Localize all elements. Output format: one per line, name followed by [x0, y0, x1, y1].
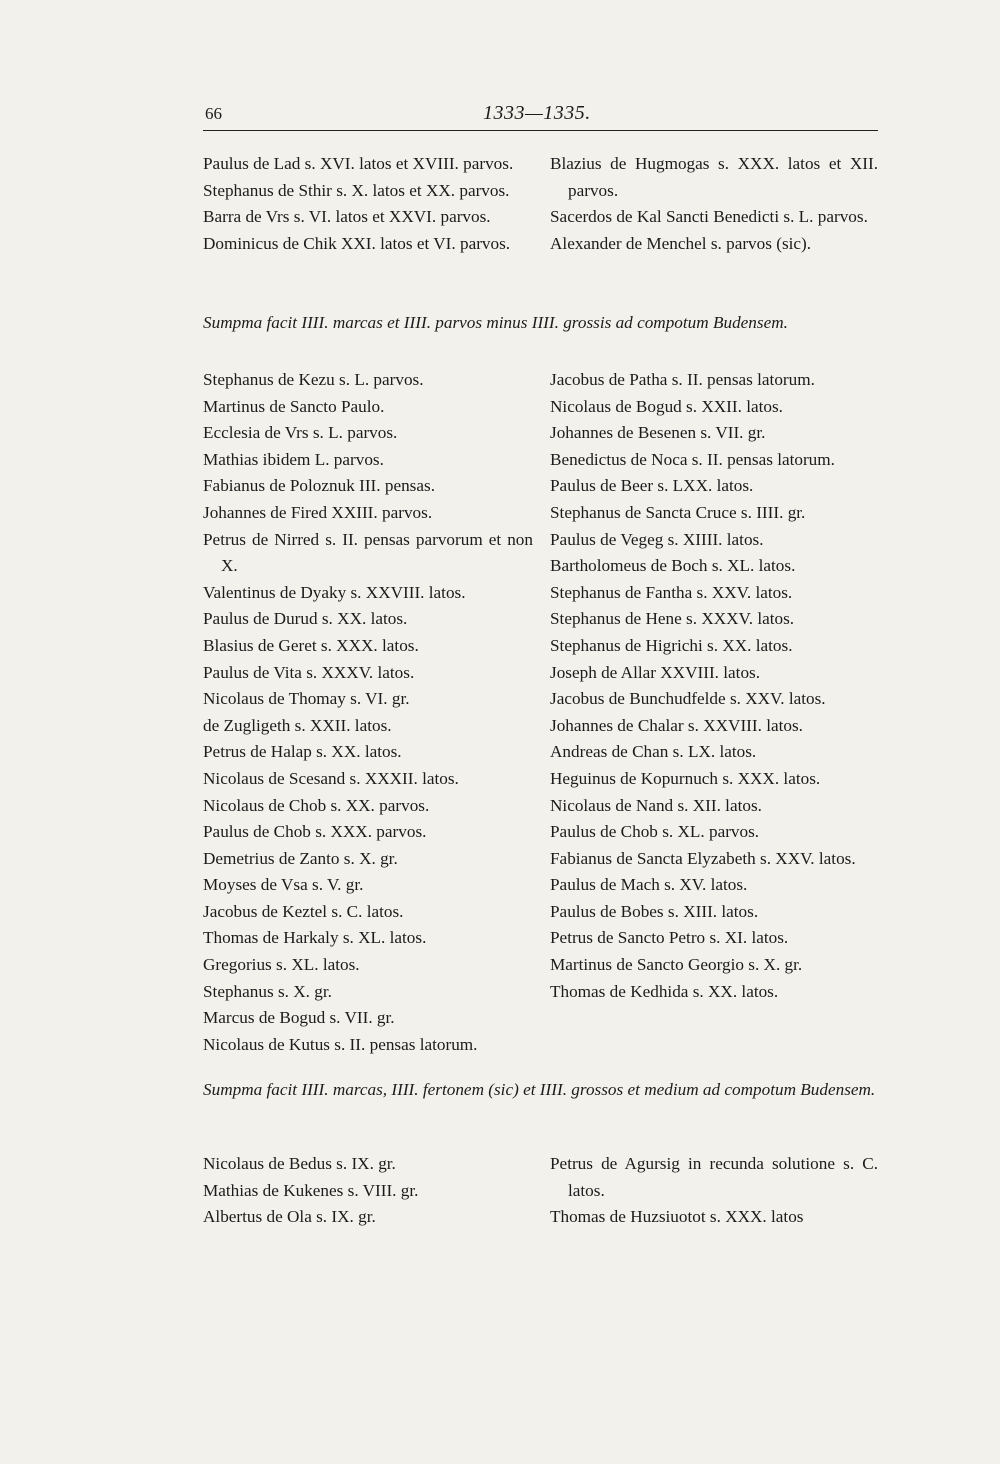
- list-item: Jacobus de Bunchudfelde s. XXV. latos.: [550, 689, 826, 709]
- list-item: Fabianus de Poloznuk III. pensas.: [203, 476, 435, 496]
- page-number: 66: [205, 104, 222, 123]
- list-item: Fabianus de Sancta Elyzabeth s. XXV. latos.: [550, 848, 856, 868]
- list-item: Petrus de Nirred s. II. pensas parvorum et non X.: [203, 529, 533, 576]
- list-item: Paulus de Lad s. XVI. latos et XVIII. parvos.: [203, 154, 514, 173]
- list-item: Paulus de Beer s. LXX. latos.: [550, 476, 754, 496]
- list-item: Stephanus de Sthir s. X. latos et XX. parvos.: [203, 180, 510, 200]
- list-item: Paulus de Vita s. XXXV. latos.: [203, 662, 415, 682]
- list-item: Valentinus de Dyaky s. XXVIII. latos.: [203, 582, 466, 602]
- list-item: Moyses de Vsa s. V. gr.: [203, 875, 364, 895]
- list-item: Heguinus de Kopurnuch s. XXX. latos.: [550, 768, 821, 788]
- list-item: Paulus de Chob s. XXX. parvos.: [203, 822, 427, 842]
- list-item: Johannes de Besenen s. VII. gr.: [550, 423, 766, 443]
- left-column: [203, 151, 533, 257]
- list-item: Nicolaus de Bedus s. IX. gr.: [203, 1154, 396, 1173]
- list-item: Mathias de Kukenes s. VIII. gr.: [203, 1180, 419, 1200]
- list-item: Dominicus de Chik XXI. latos et VI. parvos.: [203, 233, 511, 253]
- list-item: Paulus de Mach s. XV. latos.: [550, 875, 748, 895]
- list-item: Martinus de Sancto Georgio s. X. gr.: [550, 955, 803, 975]
- list-item: Benedictus de Noca s. II. pensas latorum.: [550, 449, 835, 469]
- list-item: Stephanus de Kezu s. L. parvos.: [203, 370, 424, 389]
- list-item: Paulus de Chob s. XL. parvos.: [550, 822, 760, 842]
- list-item: Sacerdos de Kal Sancti Benedicti s. L. parvos.: [550, 207, 868, 227]
- list-item: Nicolaus de Scesand s. XXXII. latos.: [203, 768, 459, 788]
- list-item: Nicolaus de Bogud s. XXII. latos.: [550, 396, 783, 416]
- right-column: [550, 151, 878, 257]
- list-item: Thomas de Kedhida s. XX. latos.: [550, 981, 779, 1001]
- left-column: [203, 1151, 533, 1231]
- summa-line-1: Sumpma facit IIII. marcas et IIII. parvos minus IIII. grossis ad compotum Budensem.: [203, 313, 788, 332]
- list-item: Paulus de Vegeg s. XIIII. latos.: [550, 529, 764, 549]
- list-item: Stephanus de Higrichi s. XX. latos.: [550, 635, 793, 655]
- list-item: Ecclesia de Vrs s. L. parvos.: [203, 423, 398, 443]
- list-item: Gregorius s. XL. latos.: [203, 955, 360, 975]
- list-item: Joseph de Allar XXVIII. latos.: [550, 662, 761, 682]
- page-header: [203, 104, 878, 131]
- list-item: Albertus de Ola s. IX. gr.: [203, 1207, 376, 1227]
- list-item: Johannes de Fired XXIII. parvos.: [203, 502, 433, 522]
- list-item: Mathias ibidem L. parvos.: [203, 449, 384, 469]
- list-item: Jacobus de Patha s. II. pensas latorum.: [550, 370, 815, 389]
- list-item: Johannes de Chalar s. XXVIII. latos.: [550, 715, 803, 735]
- list-item: Alexander de Menchel s. parvos (sic).: [550, 233, 812, 253]
- list-item: Stephanus de Fantha s. XXV. latos.: [550, 582, 793, 602]
- list-item: Barra de Vrs s. VI. latos et XXVI. parvos.: [203, 207, 491, 227]
- list-item: Jacobus de Keztel s. C. latos.: [203, 901, 404, 921]
- entries-block-2: [203, 367, 878, 1058]
- list-item: Thomas de Huzsiuotot s. XXX. latos: [550, 1207, 804, 1227]
- entries-block-1: [203, 151, 878, 257]
- entries-block-3: [203, 1151, 878, 1231]
- list-item: Demetrius de Zanto s. X. gr.: [203, 848, 398, 868]
- list-item: Paulus de Durud s. XX. latos.: [203, 609, 408, 629]
- list-item: Nicolaus de Kutus s. II. pensas latorum.: [203, 1034, 478, 1054]
- summa-line-2: Sumpma facit IIII. marcas, IIII. fertonem (sic) et IIII. grossos et medium ad compotum Budensem.: [203, 1080, 876, 1099]
- list-item: Blasius de Geret s. XXX. latos.: [203, 635, 419, 655]
- right-column: [550, 367, 878, 1058]
- right-column: [550, 1151, 878, 1231]
- list-item: Petrus de Agursig in recunda solutione s. C. latos.: [550, 1154, 878, 1200]
- list-item: Blazius de Hugmogas s. XXX. latos et XII. parvos.: [550, 154, 878, 200]
- list-item: Petrus de Halap s. XX. latos.: [203, 742, 402, 762]
- list-item: Andreas de Chan s. LX. latos.: [550, 742, 757, 762]
- running-title: 1333—1335.: [483, 102, 591, 124]
- list-item: Nicolaus de Nand s. XII. latos.: [550, 795, 762, 815]
- list-item: Nicolaus de Chob s. XX. parvos.: [203, 795, 430, 815]
- list-item: Thomas de Harkaly s. XL. latos.: [203, 928, 427, 948]
- list-item: Nicolaus de Thomay s. VI. gr.: [203, 689, 410, 709]
- list-item: Bartholomeus de Boch s. XL. latos.: [550, 556, 796, 576]
- left-column: [203, 367, 533, 1058]
- list-item: Stephanus s. X. gr.: [203, 981, 332, 1001]
- list-item: de Zugligeth s. XXII. latos.: [203, 715, 392, 735]
- list-item: Paulus de Bobes s. XIII. latos.: [550, 901, 759, 921]
- list-item: Marcus de Bogud s. VII. gr.: [203, 1008, 395, 1028]
- list-item: Stephanus de Sancta Cruce s. IIII. gr.: [550, 502, 806, 522]
- list-item: Martinus de Sancto Paulo.: [203, 396, 385, 416]
- list-item: Petrus de Sancto Petro s. XI. latos.: [550, 928, 789, 948]
- list-item: Stephanus de Hene s. XXXV. latos.: [550, 609, 795, 629]
